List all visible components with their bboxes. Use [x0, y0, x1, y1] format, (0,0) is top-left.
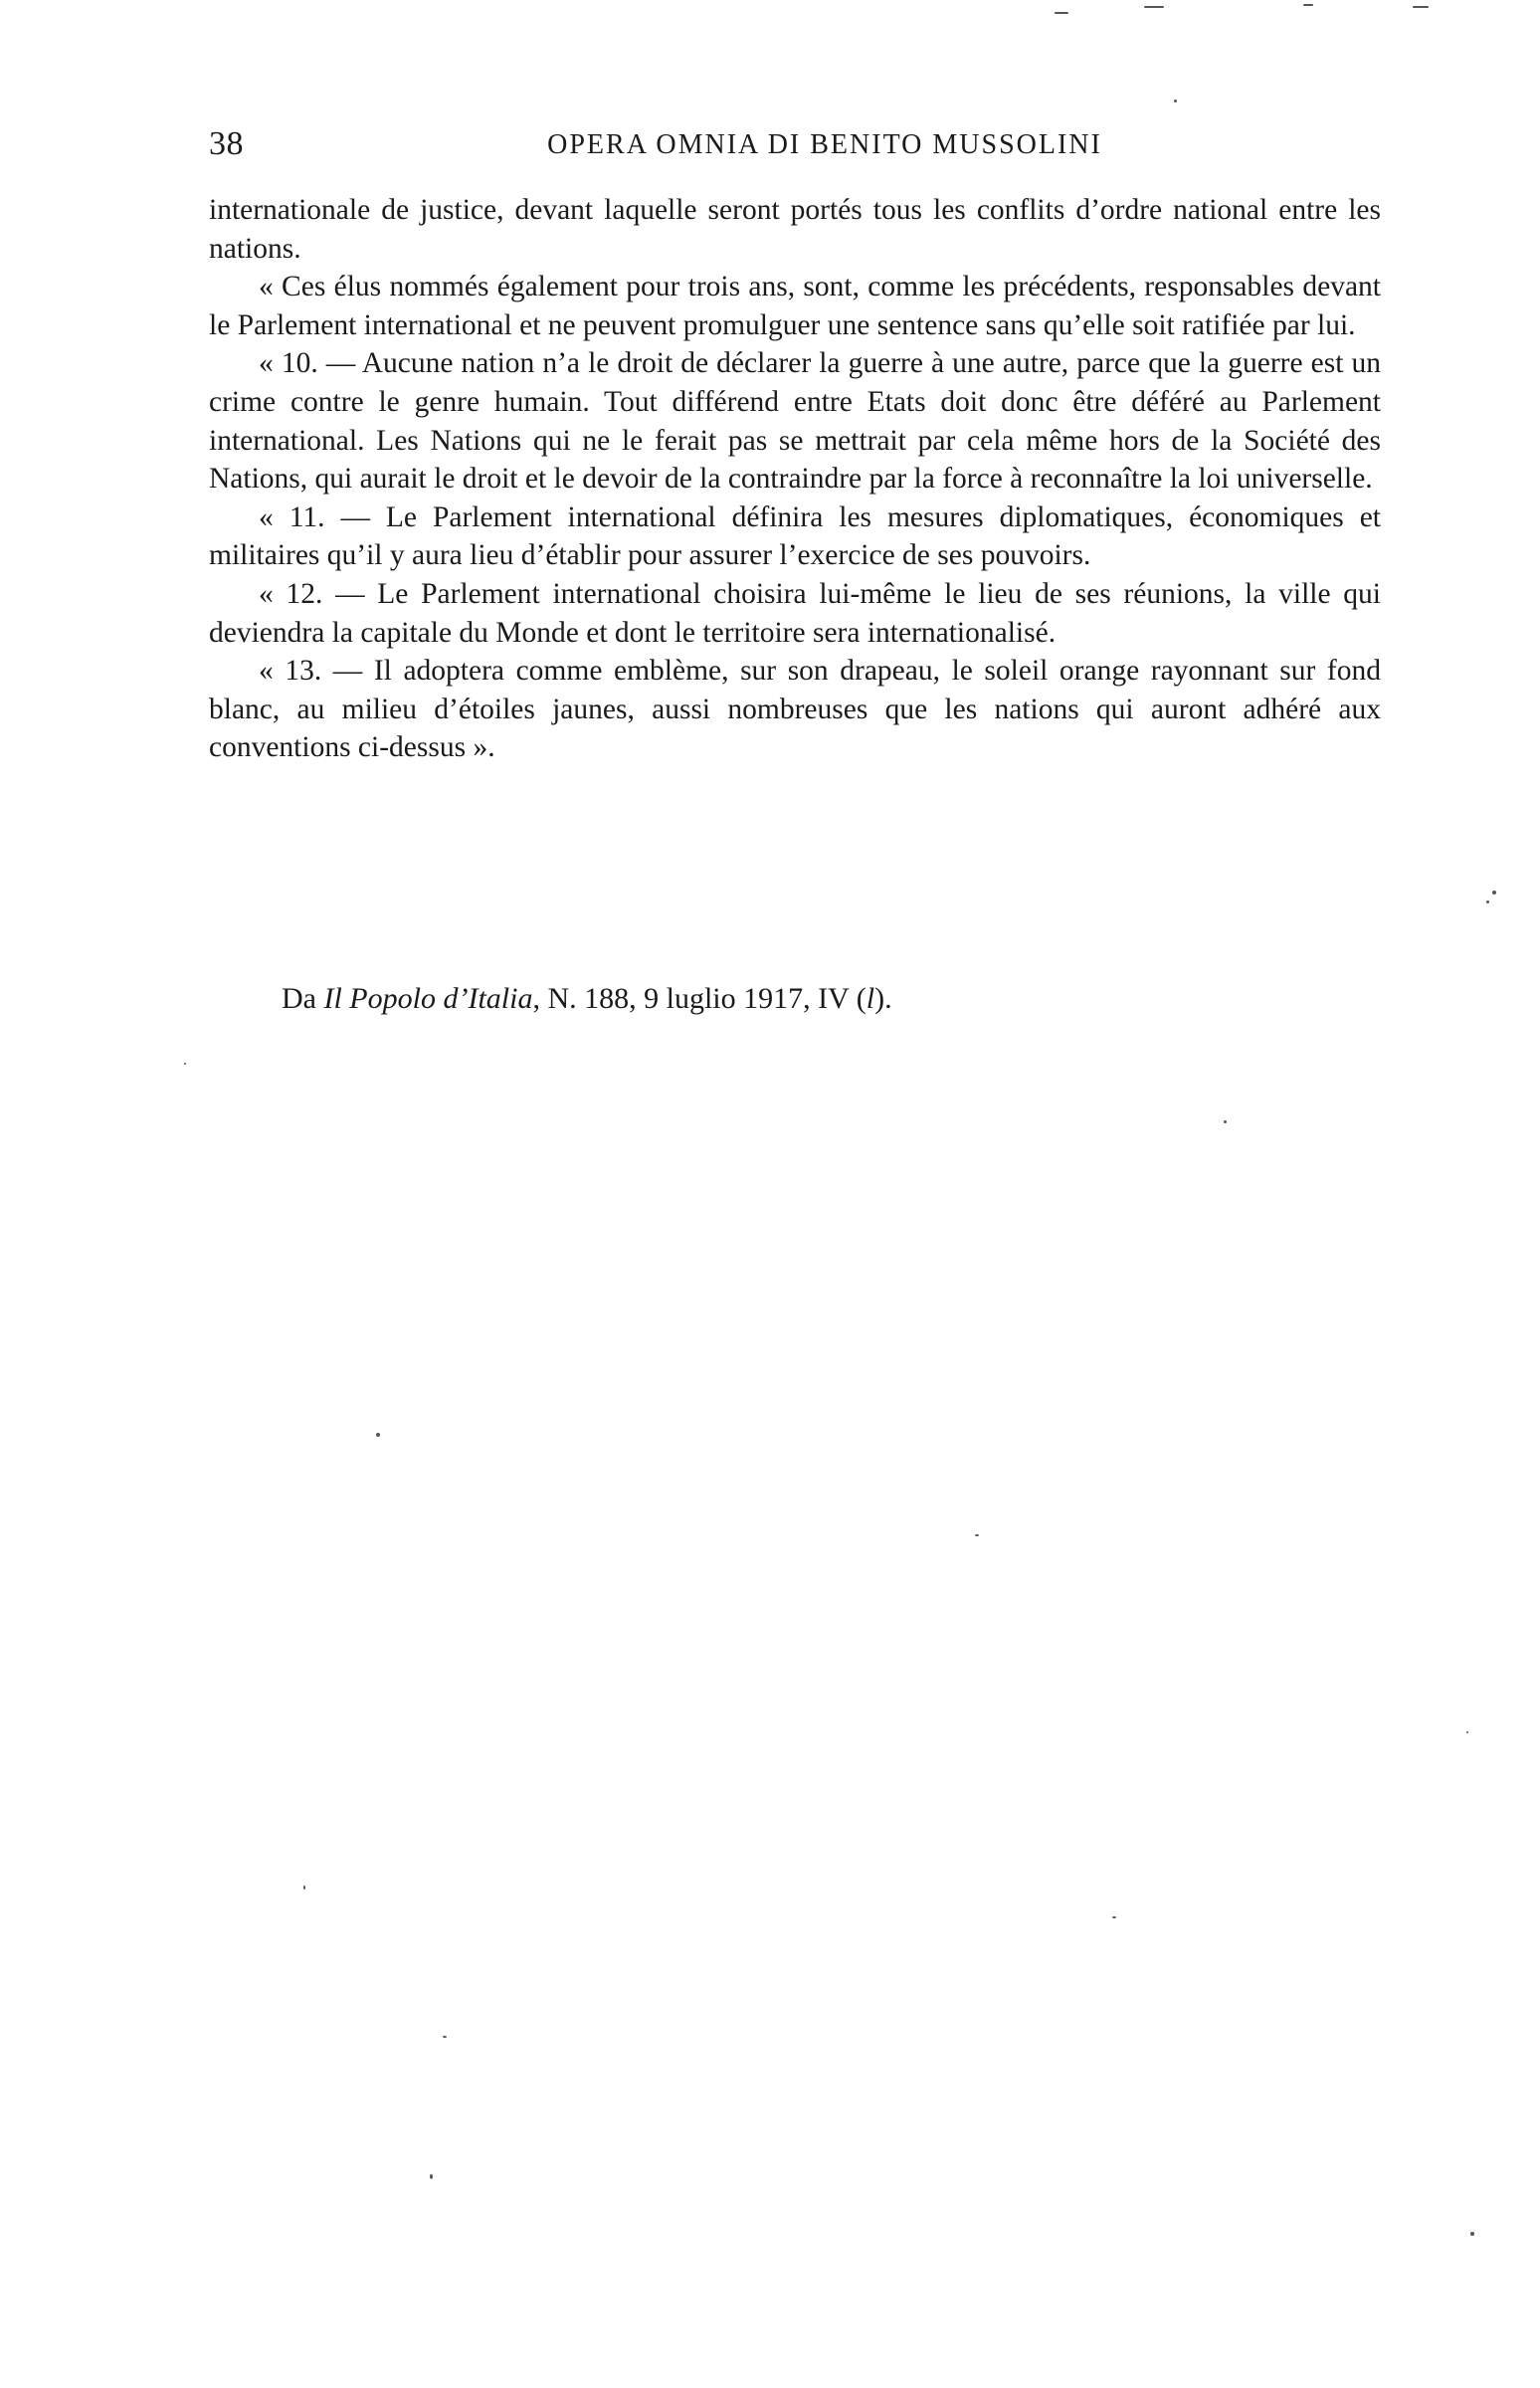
paragraph-article-10: « 10. — Aucune nation n’a le droit de déclarer la guerre à une autre, parce que la guerre est un crime contre le genre humain. Tout différend entre Etats doit donc être déféré au Parlement international. Les Nations qui ne le ferait pas se mettrait par cela même hors de la Société des Nations, qui aurait le droit et le devoir de la contraindre par la force à reconnaître la loi universelle.: [209, 347, 1381, 496]
scan-speck: [443, 2036, 447, 2038]
paragraph-article-11: « 11. — Le Parlement international définira les mesures diplomatiques, économiques et militaires qu’il y aura lieu d’établir pour assurer l’exercice de ses pouvoirs.: [209, 500, 1381, 572]
scan-speck: [1055, 12, 1068, 14]
page-number: 38: [209, 125, 244, 162]
source-details: , N. 188, 9 luglio 1917, IV (: [532, 982, 866, 1015]
paragraph-continuation: internationale de justice, devant laquelle seront portés tous les conflits d’ordre national entre les nations.: [209, 194, 1381, 265]
source-prefix: Da: [282, 982, 324, 1015]
scan-speck: [975, 1534, 979, 1536]
running-title: OPERA OMNIA DI BENITO MUSSOLINI: [547, 129, 1102, 160]
scan-speck: [376, 1433, 380, 1437]
source-note-mark: l: [866, 982, 875, 1015]
page-header: [209, 125, 1381, 169]
scan-speck: [430, 2174, 433, 2179]
scan-speck: [1112, 1916, 1116, 1918]
scan-speck: [1224, 1120, 1227, 1123]
body-text: [209, 191, 1381, 767]
scan-speck: [303, 1886, 305, 1890]
scan-speck: [1466, 1731, 1468, 1733]
scan-speck: [1492, 891, 1496, 895]
paragraph-article-12: « 12. — Le Parlement international choisira lui-même le lieu de ses réunions, la ville qui deviendra la capitale du Monde et dont le territoire sera internationalisé.: [209, 577, 1381, 649]
source-citation: [282, 979, 892, 1019]
scan-speck: [1303, 4, 1313, 6]
paragraph-elected-members: « Ces élus nommés également pour trois ans, sont, comme les précédents, responsables devant le Parlement international et ne peuvent promulguer une sentence sans qu’elle soit ratifiée par lui.: [209, 271, 1381, 341]
scan-speck: [1413, 6, 1429, 8]
scan-speck: [1174, 100, 1177, 102]
paragraph-article-13: « 13. — Il adoptera comme emblème, sur son drapeau, le soleil orange rayonnant sur fond blanc, au milieu d’étoiles jaunes, aussi nombreuses que les nations qui auront adhéré aux conventions ci-dessus ».: [209, 655, 1381, 764]
source-publication: Il Popolo d’Italia: [323, 982, 533, 1015]
scan-speck: [1470, 2232, 1474, 2236]
source-suffix: ).: [874, 982, 892, 1015]
scan-speck: [1144, 6, 1164, 8]
scan-speck: [184, 1063, 186, 1065]
scan-speck: [1486, 900, 1489, 903]
